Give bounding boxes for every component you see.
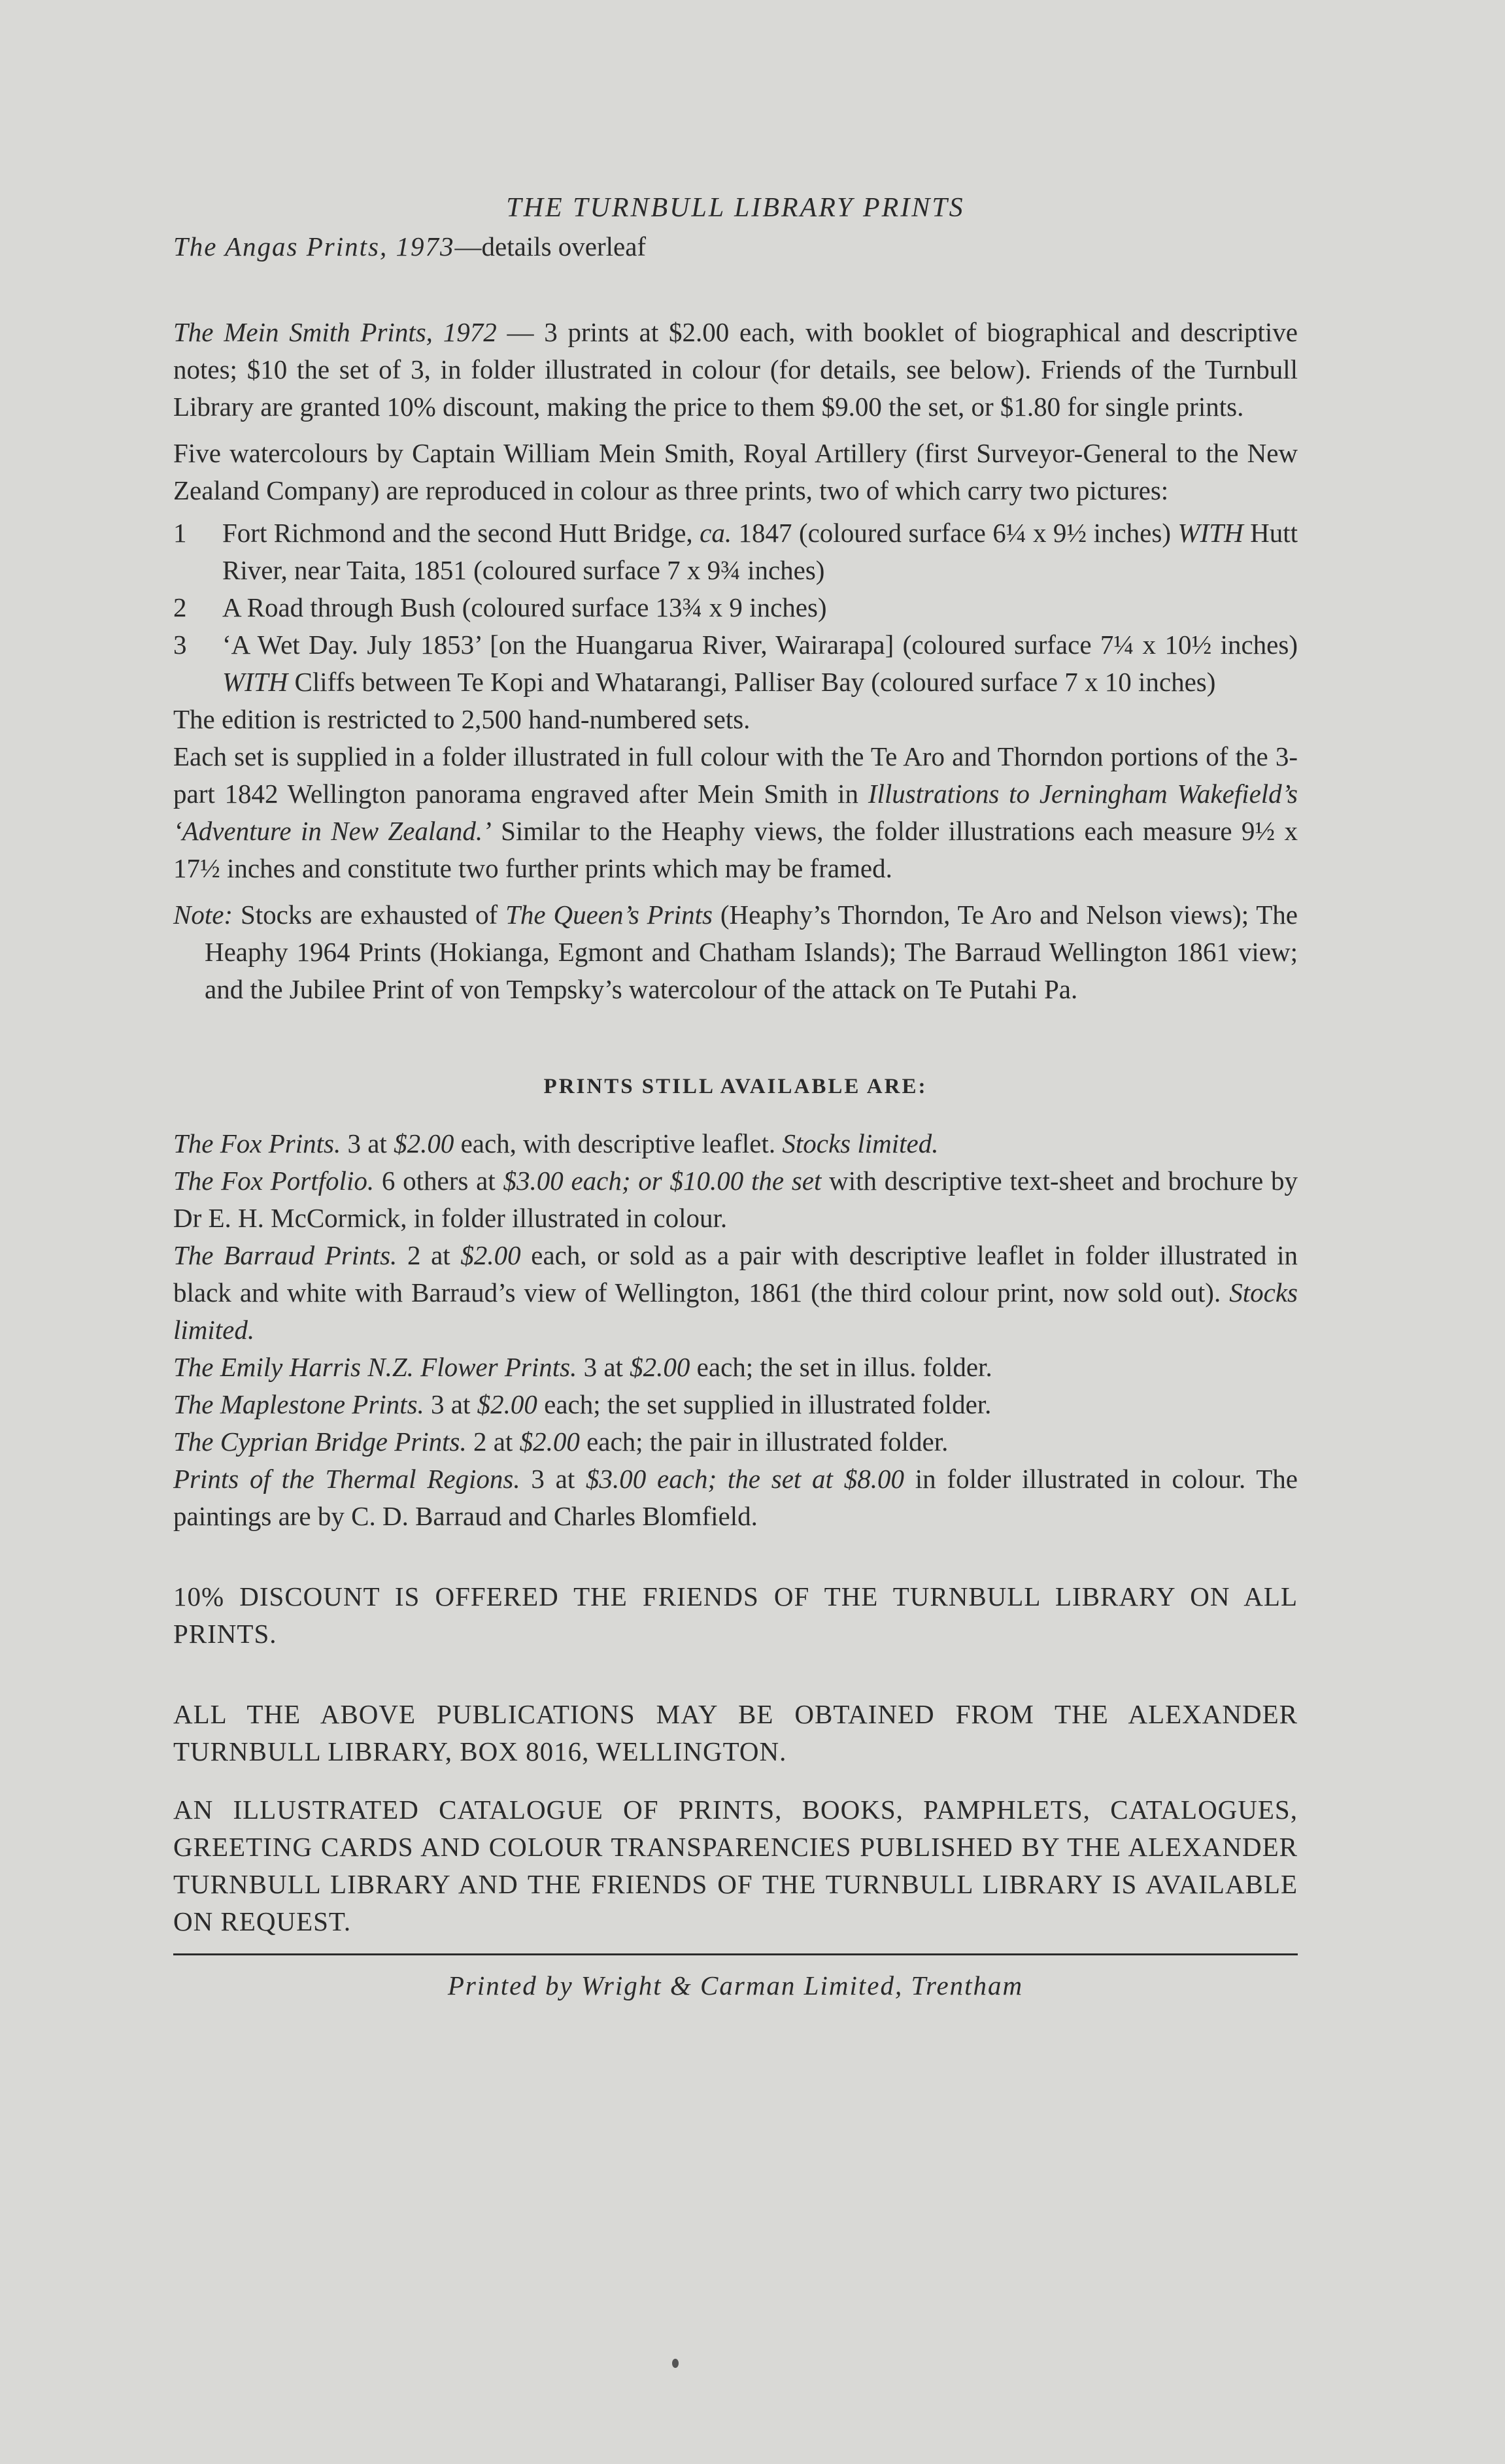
angas-title: The Angas Prints, 1973 [173,231,455,262]
available-list [173,1125,1298,1535]
angas-details: —details overleaf [454,231,647,262]
mein-smith-intro [173,314,1298,426]
note-label: Note: [173,900,233,930]
item-text: each; the set in illus. folder. [690,1352,992,1382]
list-item [173,626,1298,701]
item-stock: Stocks limited. [173,1277,1298,1345]
stock-note [173,896,1298,1008]
mein-smith-title: The Mein Smith Prints, 1972 [173,317,497,347]
folder-book-title: Illustrations to Jerningham Wakefield’s ‘Adventure in New Zealand.’ [173,779,1298,846]
print-speck [672,2359,679,2368]
item-price: $3.00 each; or $10.00 the set [503,1166,822,1196]
available-item-maplestone [173,1386,1298,1423]
item-price: $2.00 [630,1352,690,1382]
list-item-text [222,626,1298,701]
print-list [173,515,1298,701]
folder-text-a: Each set is supplied in a folder illustrated in full colour with the Te Aro and Thorndon portions of the 3-part 1842 Wellington panorama engraved after Mein Smith in [173,741,1298,809]
item-price: $2.00 [460,1240,521,1270]
page-title: THE TURNBULL LIBRARY PRINTS [506,193,965,223]
divider [173,1953,1298,1955]
item-title: The Emily Harris N.Z. Flower Prints. [173,1352,577,1382]
item-price: $3.00 each; the set at $8.00 [586,1464,904,1494]
item-text-with: WITH [222,667,288,697]
available-item-thermal [173,1460,1298,1535]
item-title: The Cyprian Bridge Prints. [173,1426,467,1457]
available-heading: PRINTS STILL AVAILABLE ARE: [543,1075,928,1098]
item-text: 2 at [466,1426,520,1457]
item-text-a: Fort Richmond and the second Hutt Bridge, [222,518,700,548]
note-text-a: Stocks are exhausted of [233,900,506,930]
item-text: 2 at [397,1240,461,1270]
available-item-cyprian [173,1423,1298,1460]
edition-note: The edition is restricted to 2,500 hand-numbered sets. [173,704,751,734]
note-queens-prints: The Queen’s Prints [505,900,713,930]
item-text: 3 at [577,1352,630,1382]
item-text: in folder illustrated in colour. The paintings are by C. D. Barraud and Charles Blomfield. [173,1464,1298,1531]
item-title: The Maplestone Prints. [173,1389,424,1419]
item-text-c: 1847 (coloured surface 6¼ x 9½ inches) [732,518,1178,548]
mein-smith-description: Five watercolours by Captain William Mein Smith, Royal Artillery (first Surveyor-General to the New Zealand Company) are reproduced in colour as three prints, two of which carry two pictures: [173,438,1298,505]
item-text: 6 others at [374,1166,503,1196]
list-item [173,589,1298,626]
item-text: each; the set supplied in illustrated folder. [537,1389,992,1419]
printer-credit: Printed by Wright & Carman Limited, Trentham [447,1970,1024,2000]
item-text: 3 at [424,1389,477,1419]
item-text-with: WITH [1177,518,1243,548]
item-price: $2.00 [519,1426,580,1457]
item-title: The Fox Portfolio. [173,1166,375,1196]
item-price: $2.00 [477,1389,537,1419]
available-item-fox-portfolio [173,1162,1298,1237]
item-price: $2.00 [394,1128,454,1158]
folder-description [173,738,1298,887]
document-page [173,190,1298,2031]
available-item-barraud [173,1237,1298,1349]
item-text: each, or sold as a pair with descriptive leaflet in folder illustrated in black and white with Barraud’s view of Wellington, 1861 (the third colour print, now sold out). [173,1240,1298,1308]
item-text: with descriptive text-sheet and brochure by Dr E. H. McCormick, in folder illustrated in colour. [173,1166,1298,1233]
list-item-number: 2 [173,592,187,622]
item-text: 3 at [520,1464,586,1494]
item-text-a: ‘A Wet Day. July 1853’ [on the Huangarua River, Wairarapa] (coloured surface 7¼ x 10½ inches) [222,630,1298,660]
item-stock: Stocks limited. [782,1128,939,1158]
obtain-notice: ALL THE ABOVE PUBLICATIONS MAY BE OBTAINED FROM THE ALEXANDER TURNBULL LIBRARY, BOX 8016, WELLINGTON. [173,1699,1298,1766]
available-item-harris [173,1349,1298,1386]
list-item-text: A Road through Bush (coloured surface 13¾ x 9 inches) [222,592,827,622]
item-text: each, with descriptive leaflet. [454,1128,783,1158]
item-title: Prints of the Thermal Regions. [173,1464,520,1494]
folder-text-c: Similar to the Heaphy views, the folder illustrations each measure 9½ x 17½ inches and constitute two further prints which may be framed. [173,816,1298,883]
angas-line [173,228,1298,265]
item-text: 3 at [341,1128,394,1158]
available-item-fox [173,1125,1298,1162]
list-item-text [222,515,1298,589]
item-text-e: Hutt River, near Taita, 1851 (coloured surface 7 x 9¾ inches) [222,518,1298,585]
note-text-c: (Heaphy’s Thorndon, Te Aro and Nelson views); The Heaphy 1964 Prints (Hokianga, Egmont and Chatham Islands); The Barraud Wellington 1861 view; and the Jubilee Print of von Tempsky’s watercolour of the attack on Te Putahi Pa. [205,900,1298,1004]
item-text-circa: ca. [700,518,732,548]
item-text-e: Cliffs between Te Kopi and Whatarangi, Palliser Bay (coloured surface 7 x 10 inches) [288,667,1216,697]
mein-smith-intro-text: — 3 prints at $2.00 each, with booklet of biographical and descriptive notes; $10 the set of 3, in folder illustrated in colour (for details, see below). Friends of the Turnbull Library are granted 10% discount, making the price to them $9.00 the set, or $1.80 for single prints. [173,317,1298,422]
discount-notice: 10% DISCOUNT IS OFFERED THE FRIENDS OF THE TURNBULL LIBRARY ON ALL PRINTS. [173,1581,1298,1649]
item-title: The Fox Prints. [173,1128,341,1158]
list-item-number: 3 [173,630,187,660]
item-title: The Barraud Prints. [173,1240,397,1270]
list-item-number: 1 [173,518,187,548]
list-item [173,515,1298,589]
item-text: each; the pair in illustrated folder. [579,1426,949,1457]
catalogue-notice: AN ILLUSTRATED CATALOGUE OF PRINTS, BOOKS, PAMPHLETS, CATALOGUES, GREETING CARDS AND COLOUR TRANSPARENCIES PUBLISHED BY THE ALEXANDER TURNBULL LIBRARY AND THE FRIENDS OF THE TURNBULL LIBRARY IS AVAILABLE ON REQUEST. [173,1795,1298,1936]
